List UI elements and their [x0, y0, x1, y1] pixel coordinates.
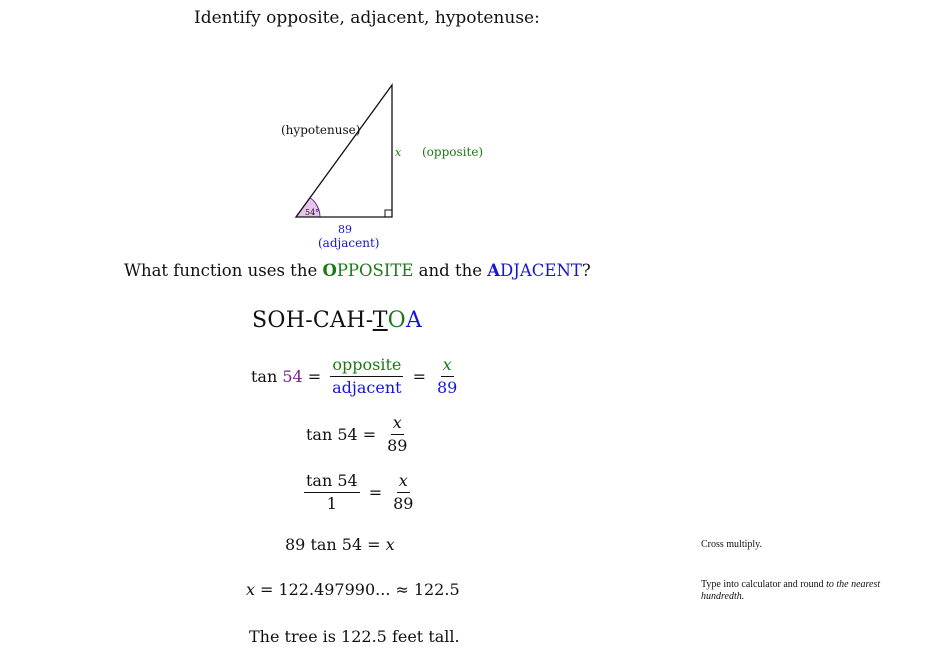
x-variable: x [246, 580, 256, 599]
question-opposite-initial: O [322, 261, 337, 280]
tan-function: tan [251, 366, 278, 386]
89-denominator: 89 [393, 493, 414, 513]
hypotenuse-label: (hypotenuse) [281, 123, 361, 137]
rounded-value: 122.5 [413, 580, 460, 599]
mnemonic-a: A [406, 308, 423, 333]
question-adjacent-initial: A [487, 261, 501, 280]
x-numerator: x [397, 472, 410, 493]
equation-step-2 [306, 414, 413, 454]
tan-54: tan 54 [306, 424, 358, 444]
x-variable: x [385, 535, 395, 554]
adjacent-value: 89 [338, 223, 352, 236]
equals-sign: = [412, 366, 426, 386]
right-angle-marker [385, 210, 392, 217]
calculated-value: 122.497990... [278, 580, 391, 599]
angle-label: 54° [305, 208, 320, 217]
question-prefix: What function uses the [124, 261, 323, 280]
rounding-note-italic: to the nearest hundredth. [701, 579, 881, 602]
ratio-fraction [330, 356, 403, 396]
x-numerator: x [391, 414, 404, 435]
question-middle: and the [413, 261, 488, 280]
x-over-89 [391, 472, 415, 512]
equals-sign: = [368, 482, 383, 502]
question-suffix: ? [581, 261, 591, 280]
89-denominator: 89 [437, 377, 458, 397]
x-over-89 [385, 414, 409, 454]
equation-step-4 [285, 535, 395, 554]
89-tan-54: 89 tan 54 [285, 535, 363, 554]
cross-multiply-note: Cross multiply. [701, 539, 763, 550]
equation-step-5 [246, 580, 460, 599]
function-question [124, 261, 591, 280]
x-numerator: x [441, 356, 454, 377]
opposite-label: (opposite) [422, 145, 484, 159]
rounding-note-text: Type into calculator and round [701, 579, 827, 590]
mnemonic-t: T [372, 308, 388, 333]
mnemonic-o: O [387, 308, 407, 333]
opposite-numerator: opposite [330, 356, 403, 377]
triangle-diagram [270, 80, 500, 255]
equals-sign: = [362, 424, 377, 444]
89-denominator: 89 [387, 435, 408, 455]
mnemonic-soh-cah: SOH-CAH- [252, 308, 373, 333]
page-heading: Identify opposite, adjacent, hypotenuse: [194, 8, 540, 28]
equals-sign: = [307, 366, 322, 386]
question-opposite-rest: PPOSITE [336, 261, 414, 280]
approx-sign: ≈ [395, 580, 409, 599]
adjacent-label: (adjacent) [318, 236, 380, 250]
equals-sign: = [260, 580, 274, 599]
value-fraction [435, 356, 459, 396]
equation-step-3 [300, 472, 419, 512]
one-denominator: 1 [326, 493, 337, 513]
rounding-note [701, 579, 901, 603]
triangle-shape [296, 85, 392, 217]
equals-sign: = [367, 535, 381, 554]
tan54-numerator: tan 54 [304, 472, 360, 493]
adjacent-denominator: adjacent [332, 377, 402, 397]
conclusion: The tree is 122.5 feet tall. [249, 627, 460, 646]
x-label: x [395, 146, 402, 159]
tan54-over-1 [304, 472, 360, 512]
soh-cah-toa [252, 308, 422, 333]
question-adjacent-rest: DJACENT [500, 261, 582, 280]
equation-step-1 [251, 356, 463, 396]
angle-value: 54 [282, 366, 303, 386]
